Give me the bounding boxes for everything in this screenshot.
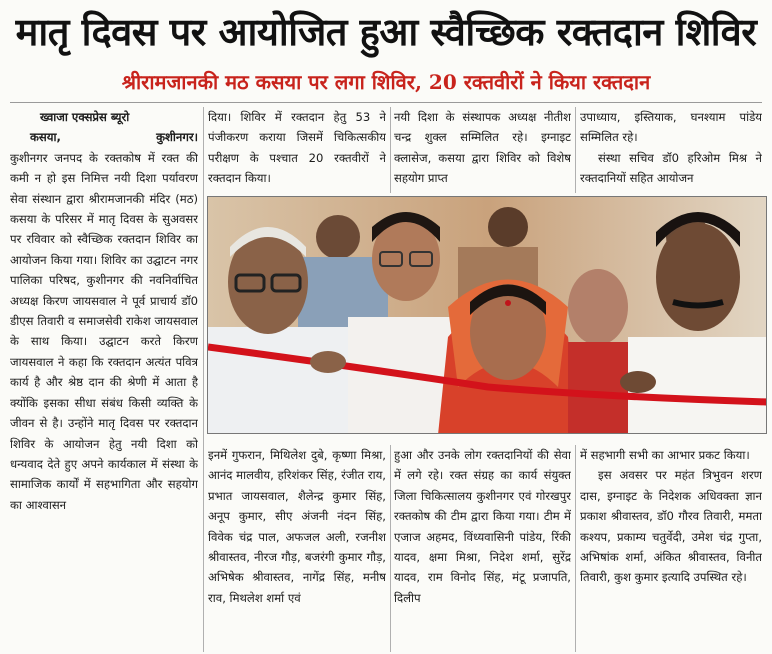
byline bbox=[10, 107, 198, 148]
column-4-top-text-2: संस्था सचिव डॉ0 हरिओम मिश्र ने रक्तदानियों सहित आयोजन bbox=[580, 150, 762, 186]
column-4-bottom bbox=[580, 445, 762, 652]
column-1 bbox=[10, 107, 198, 652]
column-divider bbox=[203, 107, 204, 652]
column-2-bottom-text: इनमें गुफरान, मिथिलेश दुबे, कृष्णा मिश्रा, आनंद मालवीय, हरिशंकर सिंह, रंजीत राय, प्रभात जायसवाल, शैलेन्द्र कुमार सिंह, अनूप कुमार, सीए अंजनी नंदन सिंह, विवेक चंद्र पाल, अफजल अली, रजनीश श्रीवास्तव, नीरज गौड़, बजरंगी कुमार गौड़, अभिषेक श्रीवास्तव, नागेंद्र सिंह, मनीष राव, मिथलेश शर्मा एवं bbox=[208, 448, 386, 605]
column-divider bbox=[390, 107, 391, 193]
byline-place bbox=[10, 127, 198, 147]
headline: मातृ दिवस पर आयोजित हुआ स्वैच्छिक रक्तदान शिविर bbox=[15, 9, 757, 54]
subheadline: श्रीरामजानकी मठ कसया पर लगा शिविर, 20 रक्तवीरों ने किया रक्तदान bbox=[121, 70, 651, 94]
column-2-top-text: दिया। शिविर में रक्तदान हेतु 53 ने पंजीकरण कराया जिसमें चिकित्सकीय परीक्षण के पश्चात 20 रक्तवीरों ने रक्तदान किया। bbox=[208, 110, 386, 186]
header-rule bbox=[10, 102, 762, 103]
column-1-body: कुशीनगर जनपद के रक्तकोष में रक्त की कमी न हो इस निमित्त नयी दिशा पर्यावरण सेवा संस्थान द्वारा श्रीरामजानकी मंदिर (मठ) कसया के परिसर में मातृ दिवस के सुअवसर पर रविवार को स्वैच्छिक रक्तदान शिविर का आयोजन किया गया। शिविर का उद्घाटन नगर पालिका परिषद, कुशीनगर की नवनिर्वाचित अध्यक्ष किरण जायसवाल ने पूर्व प्राचार्य डॉ0 डीएस तिवारी व समाजसेवी राकेश जायसवाल के साथ किया। उद्घाटन करते किरण जायसवाल ने कहा कि रक्तदान अत्यंत पवित्र कार्य है और श्रेष्ठ दान की श्रेणी में आता है क्योंकि इसका सीधा संबंध किसी व्यक्ति के जीवन से है। उन्होंने मातृ दिवस पर रक्तदान शिविर के आयोजन हेतु नयी दिशा को धन्यवाद देते हुए अपने कार्यकाल में संस्था के सामाजिक कार्यों में सहभागिता और सहयोग का आश्वासन bbox=[10, 150, 198, 512]
column-2-bottom bbox=[208, 445, 386, 652]
column-2-top bbox=[208, 107, 386, 193]
column-divider bbox=[575, 107, 576, 193]
column-4-bottom-text-1: में सहभागी सभी का आभार प्रकट किया। bbox=[580, 448, 750, 462]
column-4-bottom-text-2: इस अवसर पर महंत त्रिभुवन शरण दास, इग्नाइट के निदेशक अधिवक्ता ज्ञान प्रकाश श्रीवास्तव, डॉ0 गौरव तिवारी, ममता कश्यप, प्रकाम्य चतुर्वेदी, उमेश चंद्र गुप्ता, अभिषांक शर्मा, अंकित श्रीवास्तव, विनीत तिवारी, कुश कुमार इत्यादि उपस्थित रहे। bbox=[580, 468, 762, 585]
column-3-bottom-text: हुआ और उनके लोग रक्तदानियों की सेवा में लगे रहे। रक्त संग्रह का कार्य संयुक्त जिला चिकित्सालय कुशीनगर एवं गोरखपुर रक्तकोष की टीम द्वारा किया गया। टीम में एजाज अहमद, विंध्यवासिनी पांडेय, रिंकी यादव, क्षमा मिश्रा, निदेश शर्मा, सुरेंद्र यादव, राम विनोद सिंह, मंटू प्रजापति, दिलीप bbox=[394, 448, 571, 605]
byline-place-right: कुशीनगर। bbox=[156, 130, 198, 145]
column-3-top-text: नयी दिशा के संस्थापक अध्यक्ष नीतीश चन्द्र शुक्ल सम्मिलित रहे। इग्नाइट क्लासेज, कसया द्वारा शिविर को विशेष सहयोग प्राप्त bbox=[394, 110, 571, 186]
column-4-top bbox=[580, 107, 762, 193]
column-divider bbox=[575, 445, 576, 652]
event-photo bbox=[207, 196, 767, 434]
byline-bureau: ख्वाजा एक्सप्रेस ब्यूरो bbox=[40, 110, 130, 124]
column-divider bbox=[390, 445, 391, 652]
column-3-bottom bbox=[394, 445, 571, 652]
byline-place-left: कसया, bbox=[30, 130, 61, 145]
ribbon-cutting-photo bbox=[208, 197, 767, 434]
column-3-top bbox=[394, 107, 571, 193]
column-4-top-text-1: उपाध्याय, इस्तियाक, घनश्याम पांडेय सम्मिलित रहे। bbox=[580, 110, 762, 145]
